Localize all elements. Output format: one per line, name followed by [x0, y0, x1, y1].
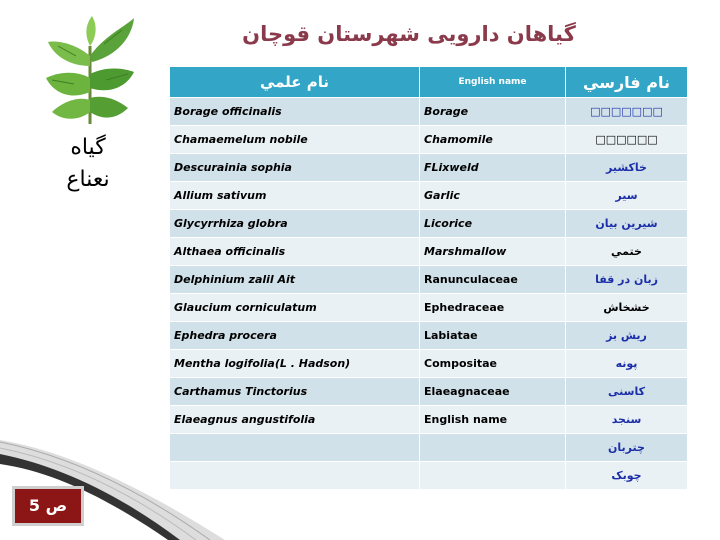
table-body [170, 98, 688, 490]
cell-scientific-name: Chamaemelum nobile [170, 126, 420, 154]
cell-scientific-name: Elaeagnus angustifolia [170, 406, 420, 434]
cell-persian-name: □□□□□□ [566, 126, 688, 154]
cell-persian-name: ختمي [566, 238, 688, 266]
cell-persian-name: □□□□□□□ [566, 98, 688, 126]
cell-scientific-name: Glycyrrhiza globra [170, 210, 420, 238]
cell-persian-name: سنجد [566, 406, 688, 434]
cell-persian-name: ریش بز [566, 322, 688, 350]
header-english-name: English name [420, 67, 566, 98]
page-number-badge: ص 5 [12, 486, 84, 526]
cell-english-name: Compositae [420, 350, 566, 378]
table-row [170, 378, 688, 406]
cell-persian-name: پونه [566, 350, 688, 378]
table-row [170, 266, 688, 294]
plant-label-line2: نعناع [66, 167, 110, 192]
cell-english-name: Ephedraceae [420, 294, 566, 322]
cell-english-name: Garlic [420, 182, 566, 210]
cell-persian-name: زبان در قفا [566, 266, 688, 294]
cell-english-name: Marshmallow [420, 238, 566, 266]
header-scientific-name: نام علمي [170, 67, 420, 98]
cell-scientific-name: Allium sativum [170, 182, 420, 210]
cell-persian-name: شیرین بیان [566, 210, 688, 238]
cell-scientific-name: Althaea officinalis [170, 238, 420, 266]
cell-english-name [420, 434, 566, 462]
cell-scientific-name: Mentha logifolia(L . Hadson) [170, 350, 420, 378]
cell-english-name [420, 462, 566, 490]
cell-english-name: English name [420, 406, 566, 434]
cell-persian-name: چوبک [566, 462, 688, 490]
table-row [170, 406, 688, 434]
plant-label-line1: گیاه [70, 135, 106, 160]
table-row [170, 350, 688, 378]
cell-english-name: Licorice [420, 210, 566, 238]
table-header-row [170, 67, 688, 98]
table-row [170, 182, 688, 210]
page-title: گیاهان دارویی شهرستان قوچان [242, 22, 576, 46]
table-row [170, 154, 688, 182]
mint-leaves-image [44, 16, 136, 126]
table-row [170, 322, 688, 350]
cell-english-name: Borage [420, 98, 566, 126]
medicinal-plants-table [169, 66, 688, 490]
table-row [170, 294, 688, 322]
cell-persian-name: خاکشیر [566, 154, 688, 182]
table-row [170, 98, 688, 126]
cell-scientific-name: Descurainia sophia [170, 154, 420, 182]
cell-scientific-name: Glaucium corniculatum [170, 294, 420, 322]
cell-english-name: Ranunculaceae [420, 266, 566, 294]
cell-scientific-name: Ephedra procera [170, 322, 420, 350]
cell-scientific-name: Delphinium zalil Ait [170, 266, 420, 294]
table-row [170, 238, 688, 266]
cell-persian-name: سیر [566, 182, 688, 210]
cell-english-name: FLixweld [420, 154, 566, 182]
table-row [170, 210, 688, 238]
cell-scientific-name: Carthamus Tinctorius [170, 378, 420, 406]
cell-english-name: Labiatae [420, 322, 566, 350]
plant-name-label [40, 132, 136, 196]
cell-english-name: Chamomile [420, 126, 566, 154]
cell-persian-name: کاسنی [566, 378, 688, 406]
cell-persian-name: خشخاش [566, 294, 688, 322]
table-row [170, 126, 688, 154]
cell-scientific-name: Borage officinalis [170, 98, 420, 126]
cell-persian-name: چتربان [566, 434, 688, 462]
header-persian-name: نام فارسي [566, 67, 688, 98]
cell-english-name: Elaeagnaceae [420, 378, 566, 406]
